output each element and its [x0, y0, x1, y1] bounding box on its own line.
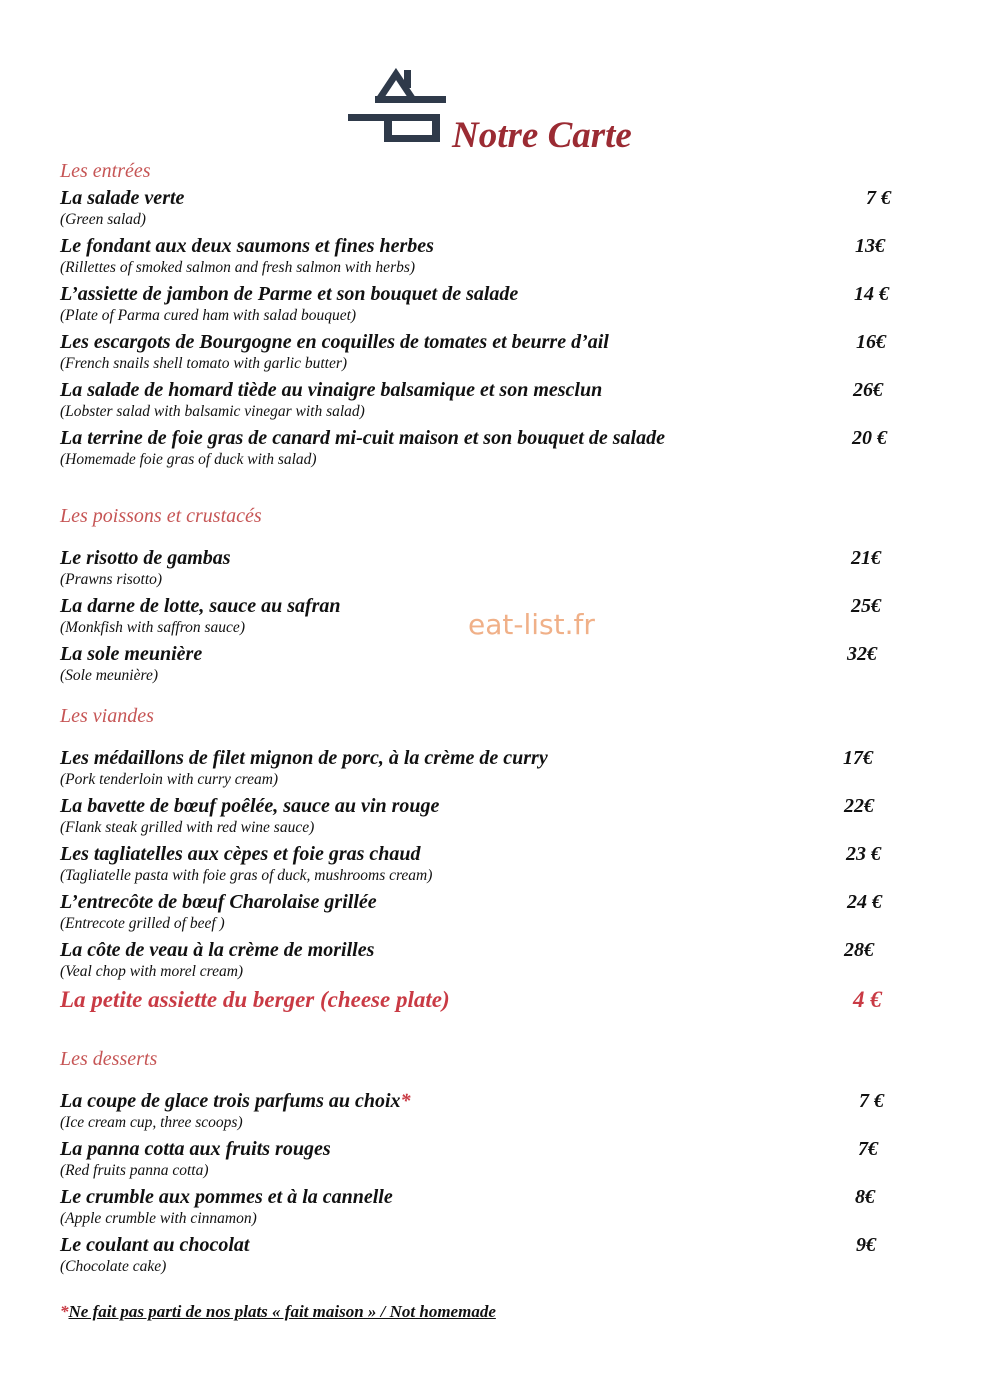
item-price: 9€ [856, 1234, 876, 1256]
item-price: 14 € [854, 283, 889, 305]
item-name: Le risotto de gambas [60, 547, 231, 569]
item-name: Les escargots de Bourgogne en coquilles de tomates et beurre d’ail [60, 331, 609, 353]
item-price: 7 € [859, 1090, 884, 1112]
item-description: (Lobster salad with balsamic vinegar with salad) [60, 403, 365, 420]
page-title: Notre Carte [452, 115, 632, 156]
item-name: Le coulant au chocolat [60, 1234, 250, 1256]
item-price: 7 € [866, 187, 891, 209]
item-name: La petite assiette du berger (cheese plate) [60, 987, 450, 1012]
item-description: (Monkfish with saffron sauce) [60, 619, 245, 636]
item-name: La salade de homard tiède au vinaigre balsamique et son mesclun [60, 379, 603, 401]
item-name: La panna cotta aux fruits rouges [60, 1138, 331, 1160]
footnote-marker: * [60, 1302, 69, 1321]
item-price: 4 € [853, 987, 882, 1012]
item-price: 24 € [847, 891, 882, 913]
item-name: La darne de lotte, sauce au safran [60, 595, 341, 617]
item-price: 25€ [851, 595, 881, 617]
item-name: La côte de veau à la crème de morilles [60, 939, 375, 961]
item-description: (Apple crumble with cinnamon) [60, 1210, 257, 1227]
item-price: 32€ [847, 643, 877, 665]
item-description: (Entrecote grilled of beef ) [60, 915, 225, 932]
item-price: 28€ [844, 939, 874, 961]
item-description: (Prawns risotto) [60, 571, 163, 588]
item-name: La bavette de bœuf poêlée, sauce au vin rouge [60, 795, 440, 817]
item-price: 13€ [855, 235, 885, 257]
section-heading-poissons: Les poissons et crustacés [60, 505, 262, 527]
item-name: La sole meunière [60, 643, 203, 665]
item-price: 23 € [846, 843, 881, 865]
item-price: 22€ [844, 795, 874, 817]
section-heading-viandes: Les viandes [60, 705, 154, 727]
item-price: 7€ [858, 1138, 878, 1160]
item-name: Le fondant aux deux saumons et fines herbes [60, 235, 434, 257]
item-description: (Pork tenderloin with curry cream) [60, 771, 279, 788]
section-heading-desserts: Les desserts [60, 1048, 158, 1070]
item-description: (Green salad) [60, 211, 146, 228]
item-description: (Chocolate cake) [60, 1258, 167, 1275]
item-price: 26€ [853, 379, 883, 401]
item-name: Le crumble aux pommes et à la cannelle [60, 1186, 393, 1208]
item-name [60, 1090, 411, 1113]
item-price: 16€ [856, 331, 886, 353]
item-name: Les tagliatelles aux cèpes et foie gras chaud [60, 843, 421, 865]
asterisk-marker: * [400, 1090, 411, 1112]
house-icon [348, 66, 446, 146]
footnote-text: Ne fait pas parti de nos plats « fait maison » / Not homemade [68, 1302, 496, 1321]
item-description: (Sole meunière) [60, 667, 158, 684]
section-heading-entrees: Les entrées [60, 160, 151, 182]
item-price: 20 € [852, 427, 887, 449]
item-description: (Homemade foie gras of duck with salad) [60, 451, 317, 468]
item-description: (Plate of Parma cured ham with salad bouquet) [60, 307, 357, 324]
item-description: (French snails shell tomato with garlic butter) [60, 355, 348, 372]
item-price: 21€ [851, 547, 881, 569]
item-description: (Ice cream cup, three scoops) [60, 1114, 243, 1131]
item-name: La salade verte [60, 187, 185, 209]
item-description: (Flank steak grilled with red wine sauce) [60, 819, 315, 836]
item-description: (Rillettes of smoked salmon and fresh salmon with herbs) [60, 259, 416, 276]
item-description: (Veal chop with morel cream) [60, 963, 244, 980]
item-name: L’entrecôte de bœuf Charolaise grillée [60, 891, 377, 913]
item-name: L’assiette de jambon de Parme et son bouquet de salade [60, 283, 519, 305]
footnote [60, 1302, 496, 1322]
item-name-text: La coupe de glace trois parfums au choix [60, 1090, 401, 1112]
item-price: 17€ [843, 747, 873, 769]
item-description: (Tagliatelle pasta with foie gras of duck, mushrooms cream) [60, 867, 433, 884]
item-price: 8€ [855, 1186, 875, 1208]
item-name: Les médaillons de filet mignon de porc, à la crème de curry [60, 747, 548, 769]
item-description: (Red fruits panna cotta) [60, 1162, 209, 1179]
item-name: La terrine de foie gras de canard mi-cuit maison et son bouquet de salade [60, 427, 665, 449]
watermark-text: eat-list.fr [468, 608, 595, 641]
